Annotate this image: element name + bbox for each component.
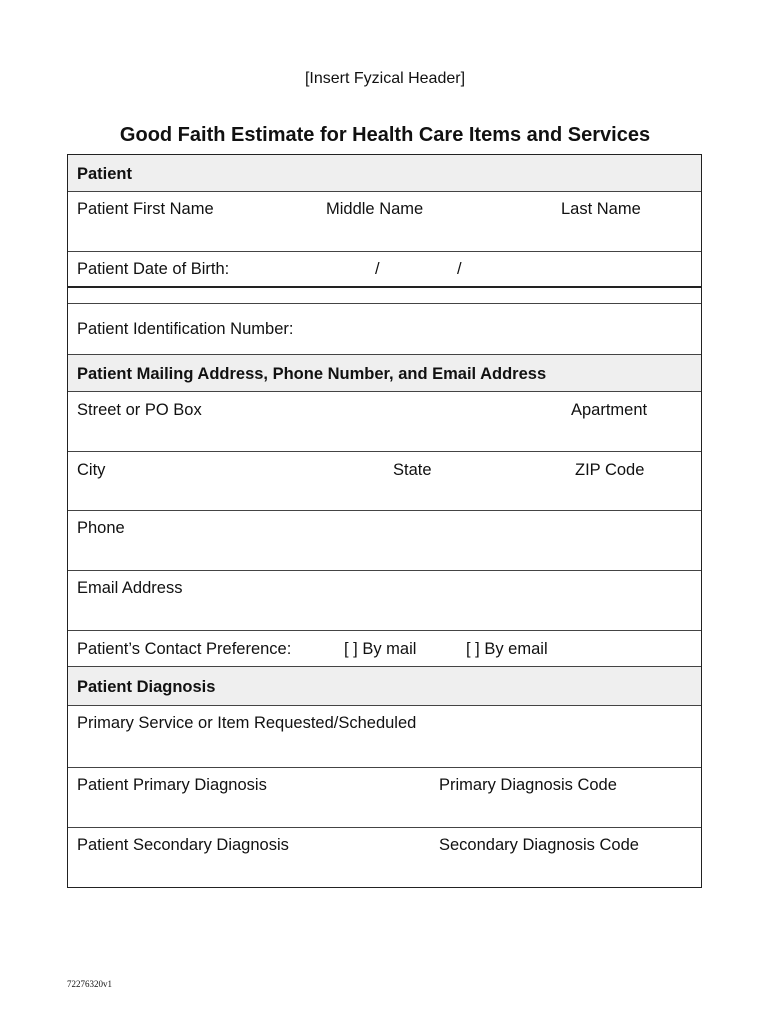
- street-label: Street or PO Box: [77, 401, 202, 419]
- state-label: State: [393, 461, 432, 479]
- primary-service-row[interactable]: [68, 706, 701, 768]
- phone-row[interactable]: [68, 511, 701, 571]
- email-row[interactable]: [68, 571, 701, 631]
- primary-service-label: Primary Service or Item Requested/Scheduled: [77, 714, 417, 732]
- contact-preference-row: [68, 631, 701, 667]
- primary-diagnosis-code-label: Primary Diagnosis Code: [439, 776, 617, 794]
- dob-row[interactable]: [68, 252, 701, 288]
- secondary-diagnosis-code-label: Secondary Diagnosis Code: [439, 836, 639, 854]
- by-mail-checkbox[interactable]: [ ] By mail: [344, 640, 417, 658]
- primary-diagnosis-label: Patient Primary Diagnosis: [77, 776, 267, 794]
- document-id: 72276320v1: [67, 979, 112, 989]
- first-name-label: Patient First Name: [77, 200, 214, 218]
- primary-diagnosis-row[interactable]: [68, 768, 701, 828]
- section-diagnosis: [68, 667, 701, 706]
- insert-header-placeholder: [Insert Fyzical Header]: [304, 70, 466, 87]
- zip-label: ZIP Code: [575, 461, 645, 479]
- spacer-row: [68, 288, 701, 304]
- page-title: Good Faith Estimate for Health Care Items and Services: [119, 124, 651, 146]
- secondary-diagnosis-label: Patient Secondary Diagnosis: [77, 836, 289, 854]
- patient-id-row[interactable]: [68, 304, 701, 355]
- by-email-checkbox[interactable]: [ ] By email: [466, 640, 548, 658]
- section-address-label: Patient Mailing Address, Phone Number, and Email Address: [77, 365, 547, 383]
- phone-label: Phone: [77, 519, 125, 537]
- city-row[interactable]: [68, 452, 701, 511]
- street-row[interactable]: [68, 392, 701, 452]
- section-diagnosis-label: Patient Diagnosis: [77, 678, 216, 696]
- email-label: Email Address: [77, 579, 183, 597]
- last-name-label: Last Name: [561, 200, 641, 218]
- city-label: City: [77, 461, 106, 479]
- section-patient: [68, 155, 701, 192]
- contact-preference-label: Patient’s Contact Preference:: [77, 640, 292, 658]
- section-address: [68, 355, 701, 392]
- dob-label: Patient Date of Birth:: [77, 260, 230, 278]
- patient-id-label: Patient Identification Number:: [77, 320, 294, 338]
- middle-name-label: Middle Name: [326, 200, 424, 218]
- apartment-label: Apartment: [571, 401, 648, 419]
- secondary-diagnosis-row[interactable]: [68, 828, 701, 887]
- estimate-form: [67, 154, 702, 888]
- patient-name-row[interactable]: [68, 192, 701, 252]
- section-patient-label: Patient: [77, 165, 133, 183]
- dob-separator-1: /: [375, 260, 380, 278]
- dob-separator-2: /: [457, 260, 462, 278]
